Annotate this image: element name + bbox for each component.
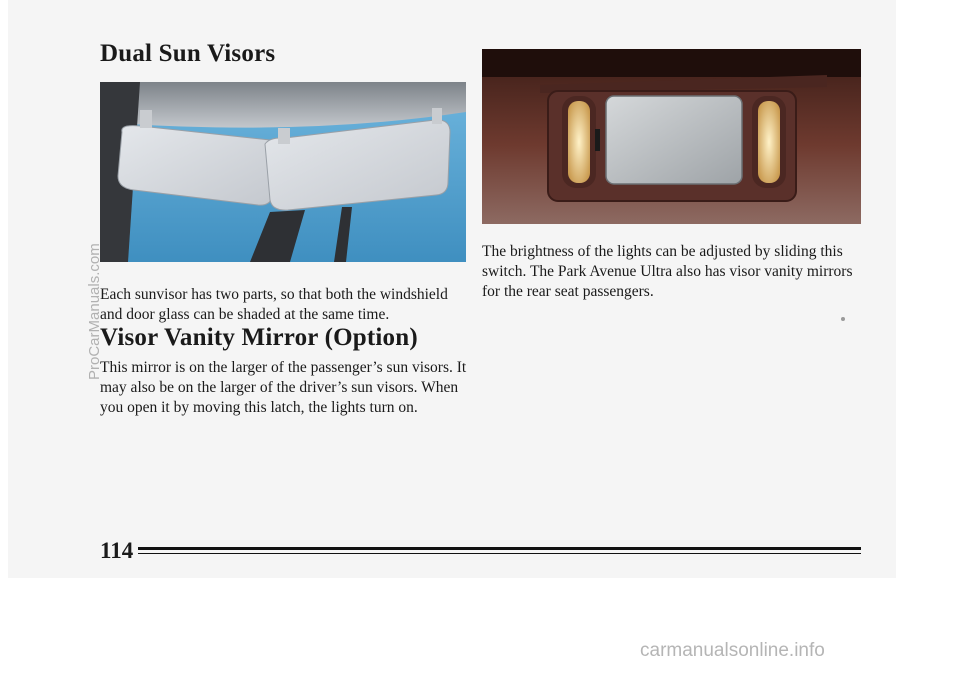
heading-dual-sun-visors: Dual Sun Visors: [100, 40, 276, 67]
vanity-mirror-photo: [482, 49, 861, 224]
page-number: 114: [100, 538, 134, 563]
end-mark: [841, 317, 845, 321]
heading-visor-vanity-mirror: Visor Vanity Mirror (Option): [100, 324, 418, 351]
paragraph-sun-visors: Each sunvisor has two parts, so that both the windshield and door glass can be shaded at the same time.: [100, 286, 448, 323]
side-watermark: ProCarManuals.com: [86, 243, 103, 380]
footer-rule: [138, 547, 861, 550]
bottom-watermark: carmanualsonline.info: [640, 640, 825, 661]
sun-visors-photo: [100, 82, 466, 262]
paragraph-vanity-mirror: This mirror is on the larger of the passenger’s sun visors. It may also be on the larger of the driver’s sun visors. When you open it by moving this latch, the lights turn on.: [100, 359, 467, 416]
paragraph-brightness: The brightness of the lights can be adjusted by sliding this switch. The Park Avenue Ultra also has visor vanity mirrors for the rear seat passengers.: [482, 243, 853, 300]
footer-rule-thin: [138, 553, 861, 554]
